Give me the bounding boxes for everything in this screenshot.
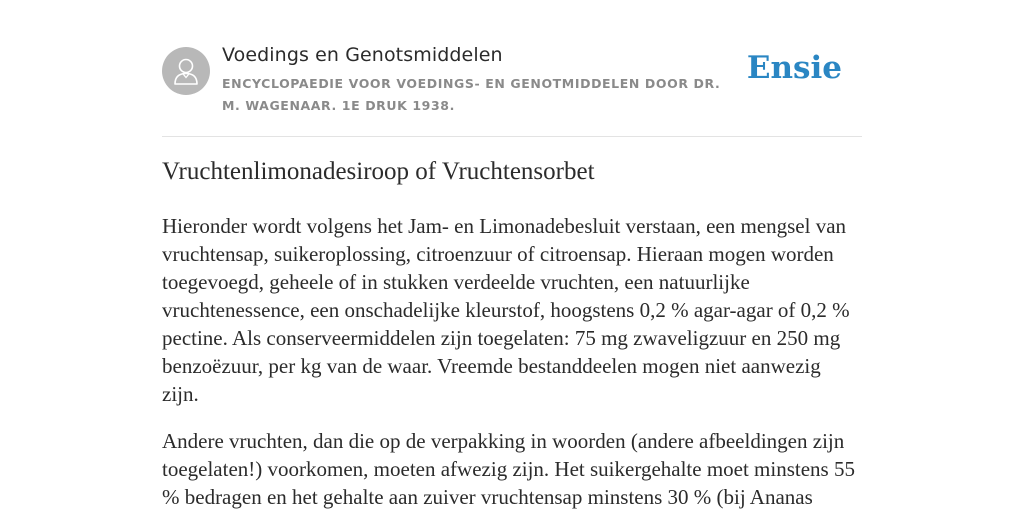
article-title: Vruchtenlimonadesiroop of Vruchtensorbet [162, 158, 595, 185]
article-paragraph: Hieronder wordt volgens het Jam- en Limonadebesluit verstaan, een mengsel van vruchtensap, suikeroplossing, citroenzuur of citroensap. Hieraan mogen worden toegevoegd, geheele of in stukken verdeelde vruchten, een natuurlijke vruchtenessence, een onschadelijke kleurstof, hoogstens 0,2 % agar-agar of 0,2 % pectine. Als conserveermiddelen zijn toegelaten: 75 mg zwaveligzuur en 250 mg benzoëzuur, per kg van de waar. Vreemde bestanddeelen mogen niet aanwezig zijn. [162, 214, 850, 406]
source-title-link[interactable]: Voedings en Genotsmiddelen [222, 44, 503, 66]
source-subtitle: ENCYCLOPAEDIE VOOR VOEDINGS- EN GENOTMIDDELEN DOOR DR. M. WAGENAAR. 1E DRUK 1938. [222, 76, 721, 113]
user-silhouette-icon [172, 56, 200, 86]
source-header [162, 44, 862, 137]
article-paragraph: Andere vruchten, dan die op de verpakking in woorden (andere afbeeldingen zijn toegelaten!) voorkomen, moeten afwezig zijn. Het suikergehalte moet minstens 55 % bedragen en het gehalte aan zuiver vruchtensap minstens 30 % (bij Ananas [162, 429, 855, 509]
article-body [162, 212, 862, 512]
ensie-logo-link[interactable]: Ensie [746, 50, 842, 86]
avatar[interactable] [162, 47, 210, 95]
